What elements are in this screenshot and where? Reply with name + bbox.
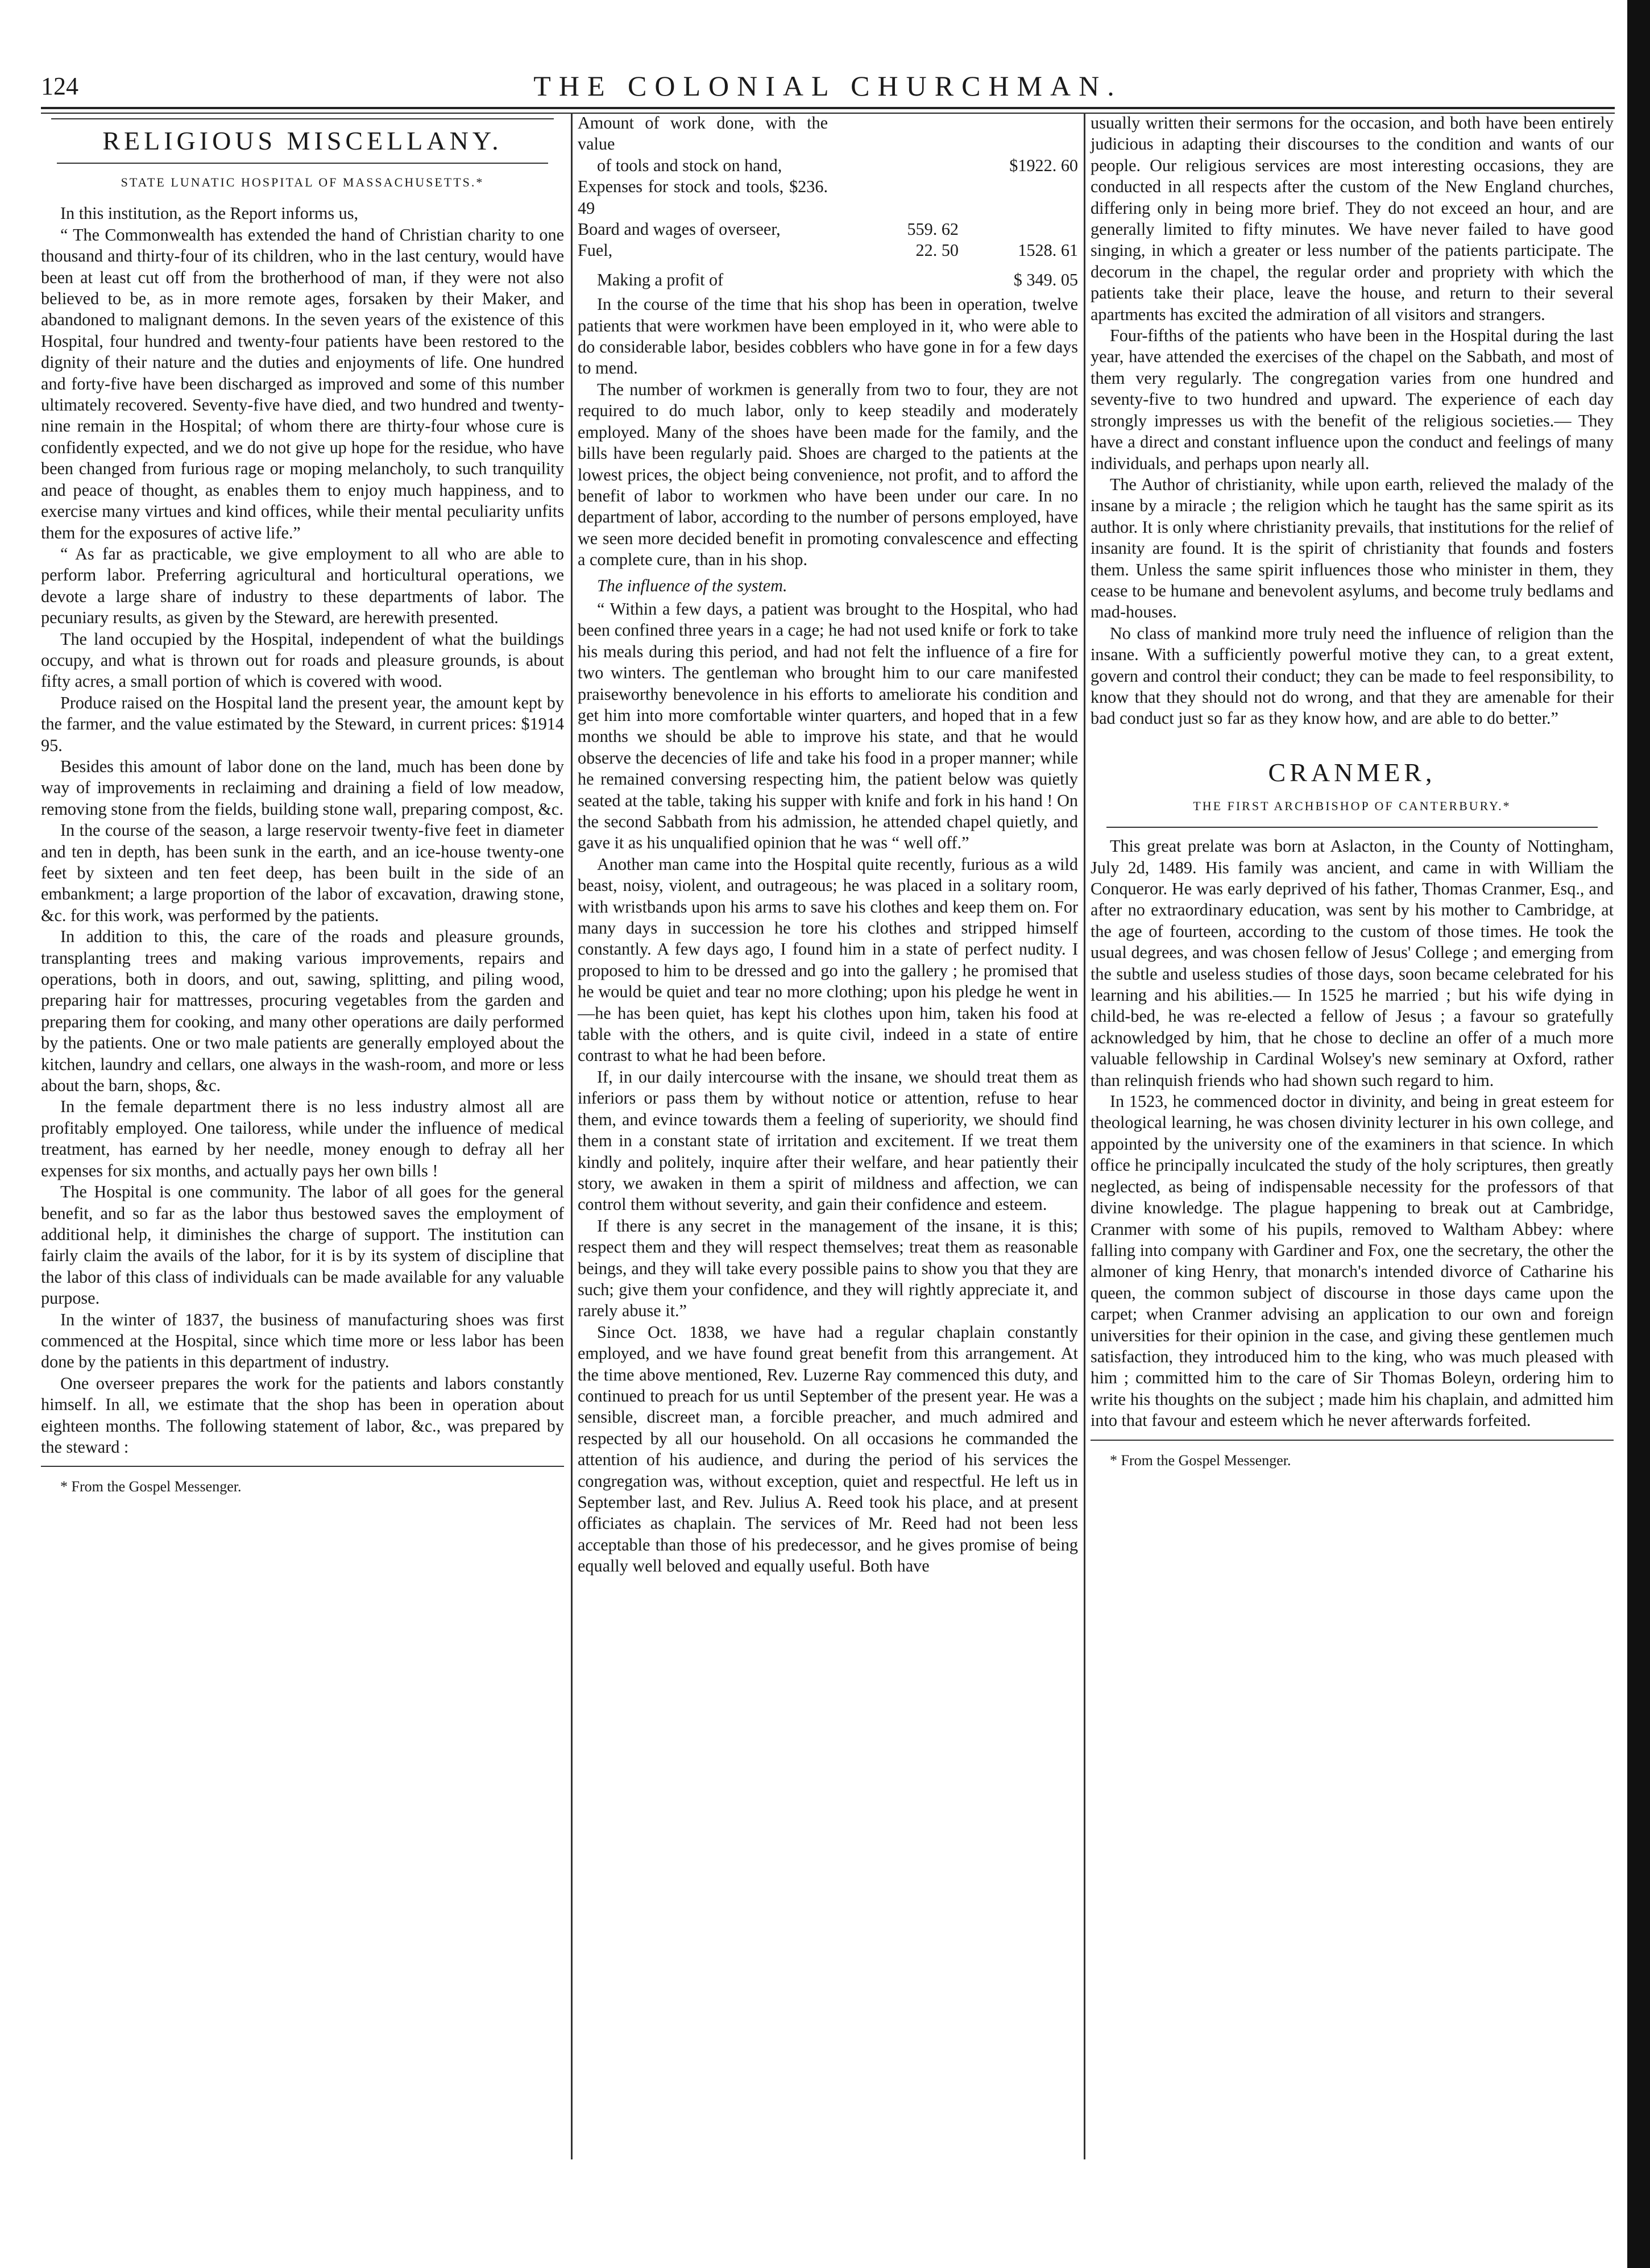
subheading-influence: The influence of the system.: [597, 575, 787, 595]
paragraph: The Author of christianity, while upon earth, relieved the malady of the insane by a miracle ; the religion which he taught has the same spirit as its author. It is only where christianity prevails, that institutions for the relief of insanity are found. It is the spirit of christianity that founds and fosters them. Unless the same spirit influences those who minister in them, they cease to be humane and benevolent asylums, and become truly bedlams and mad-houses.: [1091, 474, 1614, 622]
paragraph: In addition to this, the care of the roads and pleasure grounds, transplanting trees and making various improvements, repairs and operations, both in doors, and out, sawing, splitting, and piling wood, preparing hair for mattresses, procuring vegetables from the garden and preparing them for cooking, and many other operations are daily performed by the patients. One or two male patients are generally employed about the kitchen, laundry and cellars, one always in the wash-room, and more or less about the barn, shops, &c.: [41, 927, 564, 1096]
ledger-mid: [828, 176, 959, 219]
column-rule-2: [1084, 113, 1085, 2159]
ledger-right: 1528. 61: [1018, 241, 1078, 260]
section-title-cranmer: CRANMER,: [1268, 757, 1436, 787]
paragraph: This great prelate was born at Aslacton, in the County of Nottingham, July 2d, 1489. His family was ancient, and came in with William the Conqueror. He was early deprived of his father, Thomas Cranmer, Esq., and after no extraordinary education, was sent by his mother to Cambridge, at the age of fourteen, according to the custom of those times. He took the usual degrees, and was chosen fellow of Jesus' College ; and emerging from the subtle and useless studies of those days, soon became celebrated for his learning and his abilities.— In 1525 he married ; but his wife dying in child-bed, he was re-elected a fellow of Jesus ; a favour so gratefully acknowledged by him, that he chose to decline an offer of a much more valuable fellowship in Cardinal Wolsey's new seminary at Oxford, rather than relinquish friends who had shown such regard to him.: [1091, 836, 1614, 1090]
ledger-row: [578, 176, 1078, 219]
page-edge-bar: [1627, 0, 1650, 2268]
ledger-right: [959, 113, 1078, 155]
paragraph: In 1523, he commenced doctor in divinity, and being in great esteem for theological learning, he was chosen divinity lecturer in his own college, and appointed by the university one of the examiners in that science. In which office he principally inculcated the study of the holy scriptures, then greatly neglected, as being of indispensable necessity for the professors of that divine knowledge. The plague happening to break out at Cambridge, Cranmer with some of his pupils, removed to Waltham Abbey: where falling into company with Gardiner and Fox, one the secretary, the other the almoner of king Henry, that monarch's intended divorce of Catharine his queen, the common subject of discourse in those days came upon the carpet; when Cranmer advising an application to our own and foreign universities for their opinion in the case, and giving these gentlemen much satisfaction, they introduced him to the king, who was much pleased with him ; committed him to the care of Sir Thomas Boleyn, ordering him to write his thoughts on the subject ; made him his chaplain, and admitted him into that favour and esteem which he never afterwards forfeited.: [1091, 1092, 1614, 1431]
paragraph: If, in our daily intercourse with the insane, we should treat them as inferiors or pass them by without notice or attention, refuse to hear them, and evince towards them a feeling of superiority, we should find them in a constant state of irritation and excitement. If we treat them kindly and politely, inquire after their welfare, and hear patiently their story, we awaken in them a spirit of mildness and affection, we can control them without severity, and gain their confidence and esteem.: [578, 1067, 1078, 1214]
ledger-right: [959, 176, 1078, 219]
article-intro: In this institution, as the Report informs us,: [60, 204, 359, 223]
section-rule: [1106, 827, 1598, 828]
footnote-rule: [1091, 1440, 1614, 1441]
column-3: [1091, 113, 1614, 1471]
ledger-item: Fuel,: [578, 241, 613, 260]
paragraph: The land occupied by the Hospital, independent of what the buildings occupy, and what is thrown out for roads and pleasure grounds, is about fifty acres, a small portion of which is covered with wood.: [41, 629, 564, 691]
footnote-rule: [41, 1466, 564, 1467]
ledger-item: Board and wages of overseer,: [578, 219, 781, 239]
column-2: [578, 113, 1078, 1577]
ledger-mid: [828, 113, 959, 155]
page-number: 124: [41, 72, 78, 100]
page-header: [41, 64, 1615, 109]
paragraph: In the winter of 1837, the business of manufacturing shoes was first commenced at the Hospital, since which time more or less labor has been done by the patients in this department of industry.: [41, 1309, 564, 1372]
paragraph: Four-fifths of the patients who have been in the Hospital during the last year, have attended the exercises of the chapel on the Sabbath, and most of them very regularly. The congregation varies from one hundred and seventy-five to two hundred and upward. The experience of each day strongly impresses us with the benefit of the religious societies.— They have a direct and constant influence upon the conduct and feelings of many individuals, and perhaps upon nearly all.: [1091, 326, 1614, 473]
paragraph: Since Oct. 1838, we have had a regular chaplain constantly employed, and we have found great benefit from this arrangement. At the time above mentioned, Rev. Luzerne Ray commenced this duty, and continued to preach for us until September of the present year. He was a sensible, discreet man, a forcible preacher, and much admired and respected by all our household. On all occasions he commanded the attention of his audience, and during the period of his services the congregation was, without exception, quiet and respectful. He left us in September last, and Rev. Julius A. Reed took his place, and at present officiates as chaplain. The services of Mr. Reed had not been less acceptable than those of his predecessor, and he gives promise of being equally well beloved and equally useful. Both have: [578, 1322, 1078, 1576]
ledger-row: [578, 240, 1078, 261]
paragraph: “ Within a few days, a patient was brought to the Hospital, who had been confined three years in a cage; he had not used knife or fork to take his meals during this period, and had not felt the influence of a fire for two winters. The gentleman who brought him to our care manifested praiseworthy benevolence in his efforts to ameliorate his condition and get him into more comfortable winter quarters, and hoped that in a few months we should be able to improve his state, and that he would observe the decencies of life and take his food in a proper manner; while he remained conversing respecting him, the patient below was quietly seated at the table, taking his supper with knife and fork in his hand ! On the second Sabbath from his admission, he attended chapel quietly, and gave it as his unqualified opinion that he was “ well off.”: [578, 599, 1078, 853]
ledger-right: [959, 219, 1078, 240]
article-subtitle-hospital: STATE LUNATIC HOSPITAL OF MASSACHUSETTS.*: [121, 175, 484, 189]
ledger-mid: 22. 50: [915, 241, 959, 260]
ledger-mid: [828, 155, 959, 176]
ledger-total-row: [578, 269, 1078, 291]
article-subtitle-archbishop: THE FIRST ARCHBISHOP OF CANTERBURY.*: [1193, 798, 1511, 813]
paragraph: If there is any secret in the management of the insane, it is this; respect them and they will respect themselves; treat them as reasonable beings, and they will take every possible pains to show you that they are such; give them your confidence, and they will rightly appreciate it, and rarely abuse it.”: [578, 1216, 1078, 1321]
ledger-row: [578, 155, 1078, 176]
ledger-item: of tools and stock on hand,: [597, 155, 782, 175]
header-rule: [41, 107, 1615, 109]
section-rule: [51, 118, 553, 119]
paragraph: One overseer prepares the work for the patients and labors constantly himself. In all, we estimate that the shop has been in operation about eighteen months. The following statement of labor, &c., was prepared by the steward :: [41, 1373, 564, 1457]
shop-ledger: [578, 113, 1078, 291]
footnote: * From the Gospel Messenger.: [60, 1478, 242, 1495]
section-title-religious-miscellany: RELIGIOUS MISCELLANY.: [102, 126, 503, 155]
paragraph: The number of workmen is generally from two to four, they are not required to do much labor, only to keep steadily and moderately employed. Many of the shoes have been made for the family, and the bills have been regularly paid. Shoes are charged to the patients at the lowest prices, the object being convenience, not profit, and to afford the benefit of labor to workmen who have been under our care. In no department of labor, according to the number of persons employed, have we seen more decided benefit in promoting convalescence and effecting a complete cure, than in his shop.: [578, 379, 1078, 570]
ledger-row: [578, 219, 1078, 240]
ledger-item: Making a profit of: [597, 269, 724, 289]
paragraph: Produce raised on the Hospital land the present year, the amount kept by the farmer, and the value estimated by the Steward, in current prices: $1914 95.: [41, 693, 564, 755]
footnote: * From the Gospel Messenger.: [1110, 1452, 1291, 1469]
ledger-mid: [828, 269, 959, 291]
paragraph: The Hospital is one community. The labor of all goes for the general benefit, and so far as the labor thus bestowed saves the employment of additional help, it diminishes the charge of support. The institution can fairly claim the avails of the labor, for it is by its system of discipline that the labor of this class of individuals can be made available for any valuable purpose.: [41, 1182, 564, 1308]
ledger-right: $1922. 60: [1009, 155, 1078, 175]
section-rule: [57, 163, 549, 164]
paragraph: No class of mankind more truly need the influence of religion than the insane. With a sufficiently powerful motive they can, to a great extent, govern and control their conduct; they can be made to feel responsibility, to know that they should not do wrong, and that they are amenable for their bad conduct just so far as they know how, and are able to do better.”: [1091, 623, 1614, 728]
paragraph: “ As far as practicable, we give employment to all who are able to perform labor. Preferring agricultural and horticultural operations, we devote a large share of industry to these departments of labor. The pecuniary results, as given by the Steward, are herewith presented.: [41, 544, 564, 628]
paragraph: In the course of the season, a large reservoir twenty-five feet in diameter and ten in depth, has been sunk in the earth, and an ice-house twenty-one feet by sixteen and ten feet deep, has been built in the side of an embankment; a large proportion of the labor of excavation, drawing stone, &c. for this work, was performed by the patients.: [41, 820, 564, 925]
ledger-item: Expenses for stock and tools, $236. 49: [578, 177, 828, 218]
running-title: THE COLONIAL CHURCHMAN.: [533, 70, 1122, 102]
ledger-row: [578, 113, 1078, 155]
paragraph: In the female department there is no less industry almost all are profitably employed. One tailoress, while under the influence of medical treatment, has earned by her needle, money enough to defray all her expenses for six months, and actually pays her own bills !: [41, 1097, 564, 1180]
ledger-right: $ 349. 05: [1013, 269, 1078, 289]
paragraph: usually written their sermons for the occasion, and both have been entirely judicious in adapting their discourses to the condition and wants of our people. Our religious services are most interesting occasions, they are conducted in all respects after the custom of the New England churches, differing only in being more brief. They do not exceed an hour, and are generally limited to fifty minutes. We have never failed to have good singing, in which a greater or less number of the patients participate. The decorum in the chapel, the regular order and propriety with which the patients take their place, leave the house, and return to their several apartments has excited the admiration of all visitors and strangers.: [1091, 113, 1614, 324]
paragraph: “ The Commonwealth has extended the hand of Christian charity to one thousand and thirty-four of its children, who in the last century, would have been at least cut off from the brotherhood of man, if they were not also believed to be, as in more remote ages, forsaken by their Maker, and abandoned to malignant demons. In the seven years of the existence of this Hospital, four hundred and twenty-four patients have been restored to the dignity of their nature and the duties and enjoyments of life. One hundred and forty-five have been discharged as improved and some of this number ultimately recovered. Seventy-five have died, and two hundred and twenty-nine remain in the Hospital; of whom there are thirty-four whose cure is confidently expected, and we do not give up hope for the residue, who have been changed from furious rage or moping melancholy, to such tranquility and peace of thought, as enables them to enjoy much happiness, and to exercise many virtues and kind offices, while their mental peculiarity unfits them for the exposures of active life.”: [41, 225, 564, 542]
paragraph: Another man came into the Hospital quite recently, furious as a wild beast, noisy, violent, and outrageous; he was placed in a solitary room, with wristbands upon his arms to save his clothes and keep them on. For many days in succession he tore his clothes and stripped himself constantly. A few days ago, I found him in a state of perfect nudity. I proposed to him to be dressed and go into the gallery ; he promised that he would be quiet and tear no more clothing; upon his pledge he went in—he has been quiet, has kept his clothes upon him, taken his food at table with the others, and is quite civil, indeed in a state of entire contrast to what he had been before.: [578, 854, 1078, 1065]
ledger-item: Amount of work done, with the value: [578, 113, 828, 154]
ledger-mid: 559. 62: [907, 219, 959, 239]
column-rule-1: [571, 113, 573, 2159]
paragraph: In the course of the time that his shop has been in operation, twelve patients that were workmen have been employed in it, who were able to do considerable labor, besides cobblers who have gone in for a few days to mend.: [578, 295, 1078, 378]
column-1: [41, 113, 564, 1498]
paragraph: Besides this amount of labor done on the land, much has been done by way of improvements in reclaiming and draining a field of low meadow, removing stone from the fields, building stone wall, preparing compost, &c.: [41, 756, 564, 819]
